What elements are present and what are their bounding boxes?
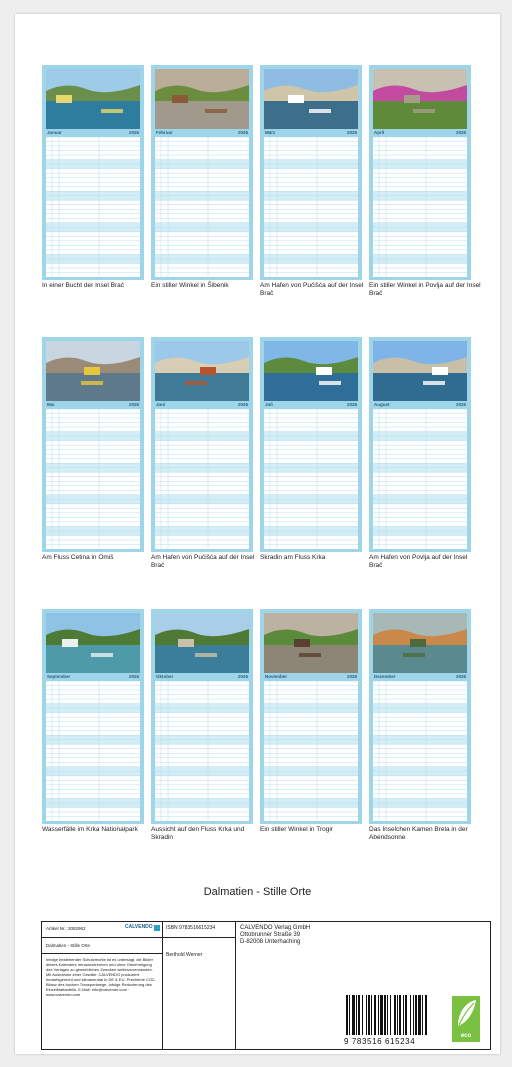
month-panel xyxy=(42,609,144,824)
publisher-logo-mark xyxy=(154,925,160,931)
day-grid xyxy=(373,409,467,549)
month-caption: Skradin am Fluss Krka xyxy=(260,554,326,561)
author: Berthold Werner xyxy=(166,952,203,958)
isbn: ISBN 9783516615234 xyxy=(166,925,216,931)
info-rule xyxy=(42,953,162,954)
info-rule xyxy=(162,937,235,938)
month-year: 2026 xyxy=(346,674,357,679)
month-panel xyxy=(42,65,144,280)
month-panel xyxy=(260,609,362,824)
month-photo xyxy=(264,69,358,129)
photo-scene xyxy=(264,69,358,129)
calendar-title: Dalmatien - Stille Orte xyxy=(203,886,312,898)
day-grid xyxy=(46,409,140,549)
photo-scene xyxy=(46,69,140,129)
month-name: August xyxy=(374,402,390,407)
photo-scene xyxy=(373,341,467,401)
month-header xyxy=(264,130,358,136)
day-grid xyxy=(155,409,249,549)
month-caption: In einer Bucht der Insel Brač xyxy=(42,282,125,289)
month-name: Juni xyxy=(156,402,166,407)
month-panel xyxy=(369,337,471,552)
day-grid xyxy=(155,681,249,821)
month-photo xyxy=(264,341,358,401)
month-name: März xyxy=(265,130,276,135)
photo-scene xyxy=(155,69,249,129)
month-header xyxy=(373,674,467,680)
month-header xyxy=(264,402,358,408)
month-photo xyxy=(373,613,467,673)
publisher-logo: CALVENDO xyxy=(125,924,153,930)
month-name: Oktober xyxy=(156,674,174,679)
month-header xyxy=(46,130,140,136)
month-panel xyxy=(42,337,144,552)
month-panel xyxy=(151,337,253,552)
month-year: 2026 xyxy=(128,674,139,679)
month-panel xyxy=(369,609,471,824)
photo-scene xyxy=(46,613,140,673)
month-year: 2026 xyxy=(346,402,357,407)
calendar-page xyxy=(15,14,500,1054)
info-divider xyxy=(235,922,236,1049)
month-caption: Wasserfälle im Krka Nationalpark xyxy=(42,826,138,833)
month-header xyxy=(46,674,140,680)
eco-label: eco xyxy=(460,1033,472,1039)
month-photo xyxy=(46,613,140,673)
day-grid xyxy=(46,681,140,821)
month-header xyxy=(373,130,467,136)
barcode xyxy=(344,995,448,1035)
photo-scene xyxy=(264,341,358,401)
publisher-name: CALVENDO Verlag GmbH xyxy=(240,925,311,931)
photo-scene xyxy=(155,613,249,673)
day-grid xyxy=(373,137,467,277)
month-name: September xyxy=(47,674,71,679)
month-header xyxy=(155,130,249,136)
month-photo xyxy=(155,69,249,129)
publisher-street: Ottobrunner Straße 39 xyxy=(240,932,301,938)
eco-badge xyxy=(452,996,480,1042)
month-caption: Ein stiller Winkel in Povlja auf der Insel Brač xyxy=(369,282,481,297)
day-grid xyxy=(264,137,358,277)
month-panel xyxy=(260,337,362,552)
month-year: 2026 xyxy=(128,130,139,135)
month-header xyxy=(155,674,249,680)
month-photo xyxy=(373,69,467,129)
month-year: 2026 xyxy=(455,130,466,135)
month-year: 2026 xyxy=(237,674,248,679)
month-caption: Am Fluss Cetina in Omiš xyxy=(42,554,114,561)
day-grid xyxy=(264,409,358,549)
month-caption: Ein stiller Winkel in Trogir xyxy=(260,826,333,833)
month-caption: Am Hafen von Povlja auf der Insel Brač xyxy=(369,554,468,569)
month-header xyxy=(46,402,140,408)
month-panel xyxy=(151,65,253,280)
month-header xyxy=(264,674,358,680)
article-number: Artikel Nr.: 2082962 xyxy=(46,926,86,931)
legal-text: Infolge bestehender Schutzrechte ist es untersagt, die Bilder dieses Kalenders herauszutrennen und ohne Genehmigung des Verlages zu gewerblichen Zwecken weiterzuverwenden. Mit Ausnahme einer Gewähr. CALVENDO produziert bedarfsgerecht und klimaneutral in DE & EU. Prechterie CO2-Bilanz des buchen Transportwege. Infolge Reduzierung des Einzelblattanteils. E-Mail: info@calvendo.com · www.calvendo.com xyxy=(46,957,156,997)
month-photo xyxy=(264,613,358,673)
month-name: Juli xyxy=(265,402,273,407)
month-name: April xyxy=(374,130,385,135)
leaf-icon xyxy=(452,996,480,1032)
month-caption: Am Hafen von Pučišća auf der Insel Brač xyxy=(151,554,255,569)
month-name: Dezember xyxy=(374,674,396,679)
photo-scene xyxy=(155,341,249,401)
month-photo xyxy=(155,341,249,401)
month-caption: Ein stiller Winkel in Šibenik xyxy=(151,282,229,289)
month-photo xyxy=(155,613,249,673)
month-photo xyxy=(46,69,140,129)
barcode-number: 9 783516 615234 xyxy=(344,1037,416,1046)
month-name: Mai xyxy=(47,402,55,407)
month-year: 2026 xyxy=(128,402,139,407)
month-caption: Das Inselchen Kamen Brela in der Abendsonne xyxy=(369,826,468,841)
month-panel xyxy=(260,65,362,280)
day-grid xyxy=(155,137,249,277)
month-name: Januar xyxy=(47,130,62,135)
photo-scene xyxy=(264,613,358,673)
info-divider xyxy=(162,922,163,1049)
month-name: November xyxy=(265,674,288,679)
month-header xyxy=(155,402,249,408)
month-year: 2026 xyxy=(237,130,248,135)
month-year: 2026 xyxy=(455,402,466,407)
month-caption: Aussicht auf den Fluss Krka und Skradin xyxy=(151,826,245,841)
day-grid xyxy=(373,681,467,821)
month-year: 2026 xyxy=(455,674,466,679)
month-year: 2026 xyxy=(346,130,357,135)
publisher-city: D-82008 Unterhaching xyxy=(240,939,301,945)
month-panel xyxy=(151,609,253,824)
month-header xyxy=(373,402,467,408)
photo-scene xyxy=(373,69,467,129)
photo-scene xyxy=(46,341,140,401)
info-box xyxy=(41,921,491,1050)
month-photo xyxy=(46,341,140,401)
month-photo xyxy=(373,341,467,401)
day-grid xyxy=(264,681,358,821)
month-panel xyxy=(369,65,471,280)
info-rule xyxy=(42,937,162,938)
month-name: Februar xyxy=(156,130,173,135)
photo-scene xyxy=(373,613,467,673)
day-grid xyxy=(46,137,140,277)
month-year: 2026 xyxy=(237,402,248,407)
month-caption: Am Hafen von Pučišća auf der Insel Brač xyxy=(260,282,364,297)
info-calendar-title: Dalmatien - Stille Orte xyxy=(46,943,91,948)
